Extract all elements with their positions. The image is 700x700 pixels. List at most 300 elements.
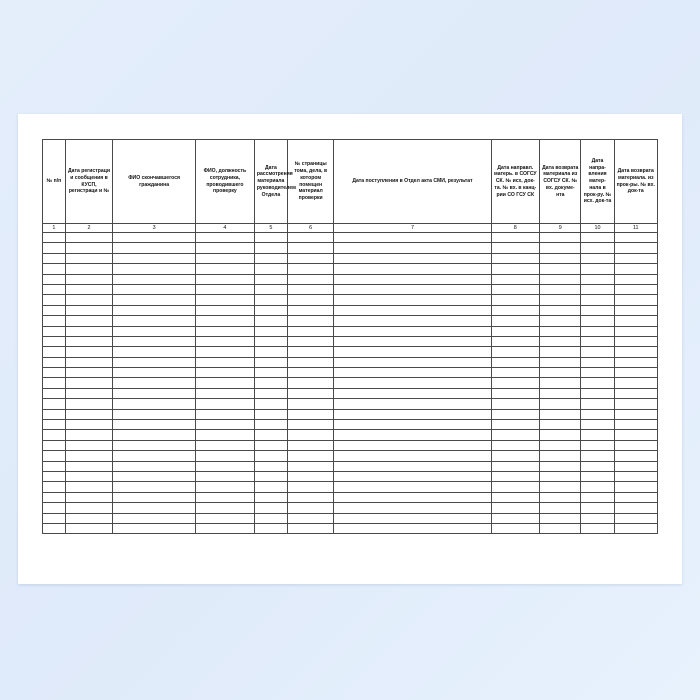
table-cell[interactable] <box>581 378 614 388</box>
table-cell[interactable] <box>113 409 196 419</box>
table-cell[interactable] <box>287 409 334 419</box>
table-cell[interactable] <box>334 233 491 243</box>
table-cell[interactable] <box>113 347 196 357</box>
table-cell[interactable] <box>113 482 196 492</box>
table-cell[interactable] <box>195 295 254 305</box>
table-cell[interactable] <box>254 503 287 513</box>
table-cell[interactable] <box>254 378 287 388</box>
table-cell[interactable] <box>113 440 196 450</box>
table-cell[interactable] <box>65 336 113 346</box>
table-cell[interactable] <box>43 471 66 481</box>
table-cell[interactable] <box>287 336 334 346</box>
table-cell[interactable] <box>540 420 581 430</box>
table-cell[interactable] <box>540 378 581 388</box>
table-row[interactable] <box>43 243 658 253</box>
table-cell[interactable] <box>195 482 254 492</box>
table-cell[interactable] <box>195 503 254 513</box>
table-cell[interactable] <box>540 399 581 409</box>
table-cell[interactable] <box>195 492 254 502</box>
table-cell[interactable] <box>195 316 254 326</box>
table-cell[interactable] <box>334 482 491 492</box>
table-cell[interactable] <box>614 420 658 430</box>
table-cell[interactable] <box>113 471 196 481</box>
table-cell[interactable] <box>614 461 658 471</box>
table-cell[interactable] <box>581 492 614 502</box>
table-cell[interactable] <box>195 451 254 461</box>
table-row[interactable] <box>43 471 658 481</box>
table-cell[interactable] <box>195 253 254 263</box>
table-cell[interactable] <box>287 399 334 409</box>
table-cell[interactable] <box>581 461 614 471</box>
table-cell[interactable] <box>614 513 658 523</box>
table-cell[interactable] <box>287 523 334 533</box>
table-cell[interactable] <box>334 295 491 305</box>
table-cell[interactable] <box>287 316 334 326</box>
table-cell[interactable] <box>287 326 334 336</box>
table-cell[interactable] <box>581 316 614 326</box>
table-cell[interactable] <box>43 264 66 274</box>
table-cell[interactable] <box>113 264 196 274</box>
table-cell[interactable] <box>195 368 254 378</box>
table-cell[interactable] <box>254 316 287 326</box>
table-cell[interactable] <box>614 440 658 450</box>
table-cell[interactable] <box>65 274 113 284</box>
table-cell[interactable] <box>113 243 196 253</box>
table-cell[interactable] <box>491 492 540 502</box>
table-cell[interactable] <box>113 430 196 440</box>
table-cell[interactable] <box>65 513 113 523</box>
table-cell[interactable] <box>113 492 196 502</box>
table-cell[interactable] <box>287 378 334 388</box>
table-cell[interactable] <box>581 513 614 523</box>
table-cell[interactable] <box>254 326 287 336</box>
table-row[interactable] <box>43 295 658 305</box>
table-cell[interactable] <box>43 523 66 533</box>
table-cell[interactable] <box>334 399 491 409</box>
table-cell[interactable] <box>113 305 196 315</box>
table-cell[interactable] <box>614 378 658 388</box>
table-cell[interactable] <box>540 440 581 450</box>
table-cell[interactable] <box>65 420 113 430</box>
table-cell[interactable] <box>195 461 254 471</box>
table-cell[interactable] <box>581 233 614 243</box>
table-cell[interactable] <box>43 347 66 357</box>
table-row[interactable] <box>43 420 658 430</box>
table-row[interactable] <box>43 503 658 513</box>
table-cell[interactable] <box>491 420 540 430</box>
table-cell[interactable] <box>65 451 113 461</box>
table-cell[interactable] <box>113 316 196 326</box>
table-cell[interactable] <box>43 451 66 461</box>
table-cell[interactable] <box>334 326 491 336</box>
table-cell[interactable] <box>614 482 658 492</box>
table-cell[interactable] <box>614 326 658 336</box>
table-cell[interactable] <box>254 399 287 409</box>
table-cell[interactable] <box>581 430 614 440</box>
table-cell[interactable] <box>43 461 66 471</box>
table-row[interactable] <box>43 316 658 326</box>
table-cell[interactable] <box>334 316 491 326</box>
table-cell[interactable] <box>614 284 658 294</box>
table-cell[interactable] <box>254 243 287 253</box>
table-cell[interactable] <box>491 409 540 419</box>
table-cell[interactable] <box>195 274 254 284</box>
table-cell[interactable] <box>287 430 334 440</box>
table-cell[interactable] <box>334 523 491 533</box>
table-cell[interactable] <box>43 440 66 450</box>
table-row[interactable] <box>43 264 658 274</box>
table-cell[interactable] <box>43 336 66 346</box>
table-cell[interactable] <box>43 430 66 440</box>
table-cell[interactable] <box>43 378 66 388</box>
table-row[interactable] <box>43 399 658 409</box>
table-cell[interactable] <box>65 233 113 243</box>
table-cell[interactable] <box>195 523 254 533</box>
table-cell[interactable] <box>113 336 196 346</box>
table-cell[interactable] <box>195 336 254 346</box>
table-cell[interactable] <box>43 368 66 378</box>
table-cell[interactable] <box>254 513 287 523</box>
table-cell[interactable] <box>614 243 658 253</box>
table-cell[interactable] <box>540 326 581 336</box>
table-cell[interactable] <box>113 388 196 398</box>
table-cell[interactable] <box>65 503 113 513</box>
table-cell[interactable] <box>491 274 540 284</box>
table-cell[interactable] <box>540 284 581 294</box>
table-row[interactable] <box>43 461 658 471</box>
table-row[interactable] <box>43 347 658 357</box>
table-cell[interactable] <box>540 451 581 461</box>
table-cell[interactable] <box>113 503 196 513</box>
table-cell[interactable] <box>195 399 254 409</box>
table-cell[interactable] <box>581 451 614 461</box>
table-cell[interactable] <box>43 316 66 326</box>
table-cell[interactable] <box>491 347 540 357</box>
table-cell[interactable] <box>614 357 658 367</box>
table-row[interactable] <box>43 430 658 440</box>
table-cell[interactable] <box>491 305 540 315</box>
table-cell[interactable] <box>254 347 287 357</box>
table-cell[interactable] <box>43 274 66 284</box>
table-cell[interactable] <box>581 399 614 409</box>
table-row[interactable] <box>43 326 658 336</box>
table-cell[interactable] <box>254 409 287 419</box>
table-cell[interactable] <box>581 347 614 357</box>
table-cell[interactable] <box>334 409 491 419</box>
table-cell[interactable] <box>540 513 581 523</box>
table-cell[interactable] <box>287 482 334 492</box>
table-cell[interactable] <box>614 492 658 502</box>
table-cell[interactable] <box>287 357 334 367</box>
table-cell[interactable] <box>491 503 540 513</box>
table-cell[interactable] <box>491 284 540 294</box>
table-cell[interactable] <box>491 523 540 533</box>
table-cell[interactable] <box>195 243 254 253</box>
table-cell[interactable] <box>491 461 540 471</box>
table-cell[interactable] <box>614 409 658 419</box>
table-row[interactable] <box>43 284 658 294</box>
table-cell[interactable] <box>540 233 581 243</box>
table-cell[interactable] <box>614 430 658 440</box>
table-cell[interactable] <box>113 523 196 533</box>
table-cell[interactable] <box>254 492 287 502</box>
table-cell[interactable] <box>287 440 334 450</box>
table-cell[interactable] <box>287 420 334 430</box>
table-cell[interactable] <box>65 440 113 450</box>
table-cell[interactable] <box>195 284 254 294</box>
table-cell[interactable] <box>65 326 113 336</box>
table-cell[interactable] <box>65 471 113 481</box>
table-cell[interactable] <box>540 492 581 502</box>
table-cell[interactable] <box>254 368 287 378</box>
table-cell[interactable] <box>113 461 196 471</box>
table-cell[interactable] <box>65 357 113 367</box>
table-cell[interactable] <box>254 482 287 492</box>
table-cell[interactable] <box>581 295 614 305</box>
table-cell[interactable] <box>287 305 334 315</box>
table-cell[interactable] <box>287 492 334 502</box>
table-cell[interactable] <box>540 316 581 326</box>
table-cell[interactable] <box>334 378 491 388</box>
table-row[interactable] <box>43 451 658 461</box>
table-cell[interactable] <box>113 399 196 409</box>
table-cell[interactable] <box>540 503 581 513</box>
table-cell[interactable] <box>491 316 540 326</box>
table-cell[interactable] <box>65 253 113 263</box>
table-cell[interactable] <box>65 399 113 409</box>
table-cell[interactable] <box>195 388 254 398</box>
table-row[interactable] <box>43 253 658 263</box>
table-cell[interactable] <box>195 326 254 336</box>
table-row[interactable] <box>43 378 658 388</box>
table-cell[interactable] <box>254 264 287 274</box>
table-cell[interactable] <box>540 482 581 492</box>
table-cell[interactable] <box>614 295 658 305</box>
table-cell[interactable] <box>334 305 491 315</box>
table-cell[interactable] <box>540 264 581 274</box>
table-row[interactable] <box>43 233 658 243</box>
table-cell[interactable] <box>65 461 113 471</box>
table-cell[interactable] <box>614 233 658 243</box>
table-cell[interactable] <box>254 420 287 430</box>
table-cell[interactable] <box>43 284 66 294</box>
table-cell[interactable] <box>334 471 491 481</box>
table-cell[interactable] <box>195 513 254 523</box>
table-cell[interactable] <box>195 440 254 450</box>
table-cell[interactable] <box>254 233 287 243</box>
table-cell[interactable] <box>43 492 66 502</box>
table-cell[interactable] <box>491 440 540 450</box>
table-cell[interactable] <box>254 336 287 346</box>
table-cell[interactable] <box>540 523 581 533</box>
table-cell[interactable] <box>540 430 581 440</box>
table-cell[interactable] <box>540 357 581 367</box>
table-cell[interactable] <box>491 399 540 409</box>
table-cell[interactable] <box>334 264 491 274</box>
table-cell[interactable] <box>43 233 66 243</box>
table-cell[interactable] <box>614 253 658 263</box>
table-cell[interactable] <box>491 513 540 523</box>
table-cell[interactable] <box>254 357 287 367</box>
table-cell[interactable] <box>491 451 540 461</box>
table-cell[interactable] <box>540 253 581 263</box>
table-cell[interactable] <box>113 378 196 388</box>
table-cell[interactable] <box>614 388 658 398</box>
table-cell[interactable] <box>540 368 581 378</box>
table-cell[interactable] <box>614 336 658 346</box>
table-cell[interactable] <box>113 233 196 243</box>
table-cell[interactable] <box>334 274 491 284</box>
table-cell[interactable] <box>334 347 491 357</box>
table-cell[interactable] <box>195 305 254 315</box>
table-cell[interactable] <box>581 368 614 378</box>
table-cell[interactable] <box>195 347 254 357</box>
table-row[interactable] <box>43 492 658 502</box>
table-cell[interactable] <box>614 347 658 357</box>
table-cell[interactable] <box>334 368 491 378</box>
table-cell[interactable] <box>581 284 614 294</box>
table-cell[interactable] <box>254 471 287 481</box>
table-cell[interactable] <box>491 336 540 346</box>
table-cell[interactable] <box>334 430 491 440</box>
table-cell[interactable] <box>65 305 113 315</box>
table-cell[interactable] <box>287 368 334 378</box>
table-cell[interactable] <box>287 243 334 253</box>
table-cell[interactable] <box>254 523 287 533</box>
table-cell[interactable] <box>43 243 66 253</box>
table-cell[interactable] <box>65 264 113 274</box>
table-row[interactable] <box>43 305 658 315</box>
table-cell[interactable] <box>113 326 196 336</box>
table-cell[interactable] <box>287 253 334 263</box>
table-cell[interactable] <box>43 513 66 523</box>
table-cell[interactable] <box>581 482 614 492</box>
table-cell[interactable] <box>43 326 66 336</box>
table-cell[interactable] <box>334 461 491 471</box>
table-cell[interactable] <box>334 451 491 461</box>
table-cell[interactable] <box>43 420 66 430</box>
table-cell[interactable] <box>334 253 491 263</box>
table-cell[interactable] <box>287 274 334 284</box>
table-cell[interactable] <box>581 264 614 274</box>
table-row[interactable] <box>43 368 658 378</box>
table-cell[interactable] <box>43 295 66 305</box>
table-cell[interactable] <box>287 503 334 513</box>
table-cell[interactable] <box>581 471 614 481</box>
table-cell[interactable] <box>113 451 196 461</box>
table-cell[interactable] <box>287 451 334 461</box>
table-cell[interactable] <box>195 420 254 430</box>
table-cell[interactable] <box>254 305 287 315</box>
table-cell[interactable] <box>581 420 614 430</box>
table-cell[interactable] <box>113 274 196 284</box>
table-cell[interactable] <box>113 253 196 263</box>
table-cell[interactable] <box>491 378 540 388</box>
table-cell[interactable] <box>334 420 491 430</box>
table-cell[interactable] <box>195 233 254 243</box>
table-cell[interactable] <box>43 482 66 492</box>
table-cell[interactable] <box>65 430 113 440</box>
table-row[interactable] <box>43 336 658 346</box>
table-cell[interactable] <box>43 409 66 419</box>
table-row[interactable] <box>43 482 658 492</box>
table-cell[interactable] <box>195 357 254 367</box>
table-cell[interactable] <box>614 503 658 513</box>
table-cell[interactable] <box>491 233 540 243</box>
table-cell[interactable] <box>334 357 491 367</box>
table-row[interactable] <box>43 274 658 284</box>
table-cell[interactable] <box>43 399 66 409</box>
table-row[interactable] <box>43 357 658 367</box>
table-cell[interactable] <box>254 295 287 305</box>
table-cell[interactable] <box>581 503 614 513</box>
table-cell[interactable] <box>287 388 334 398</box>
table-cell[interactable] <box>65 409 113 419</box>
table-cell[interactable] <box>614 316 658 326</box>
table-cell[interactable] <box>614 305 658 315</box>
table-cell[interactable] <box>614 471 658 481</box>
table-cell[interactable] <box>43 388 66 398</box>
table-cell[interactable] <box>491 253 540 263</box>
table-cell[interactable] <box>540 274 581 284</box>
table-cell[interactable] <box>334 440 491 450</box>
table-cell[interactable] <box>334 243 491 253</box>
table-cell[interactable] <box>195 264 254 274</box>
table-cell[interactable] <box>65 368 113 378</box>
table-cell[interactable] <box>540 336 581 346</box>
table-cell[interactable] <box>581 523 614 533</box>
table-cell[interactable] <box>491 482 540 492</box>
table-cell[interactable] <box>334 513 491 523</box>
table-cell[interactable] <box>113 357 196 367</box>
table-cell[interactable] <box>491 430 540 440</box>
table-cell[interactable] <box>113 513 196 523</box>
table-cell[interactable] <box>113 284 196 294</box>
table-cell[interactable] <box>65 295 113 305</box>
table-cell[interactable] <box>540 461 581 471</box>
table-cell[interactable] <box>287 513 334 523</box>
table-cell[interactable] <box>491 264 540 274</box>
table-cell[interactable] <box>287 264 334 274</box>
table-cell[interactable] <box>581 388 614 398</box>
table-cell[interactable] <box>254 451 287 461</box>
table-cell[interactable] <box>254 461 287 471</box>
table-cell[interactable] <box>254 440 287 450</box>
table-cell[interactable] <box>581 274 614 284</box>
table-cell[interactable] <box>540 347 581 357</box>
table-cell[interactable] <box>491 471 540 481</box>
table-cell[interactable] <box>581 440 614 450</box>
table-cell[interactable] <box>65 284 113 294</box>
table-cell[interactable] <box>614 264 658 274</box>
table-cell[interactable] <box>287 347 334 357</box>
table-cell[interactable] <box>113 295 196 305</box>
table-cell[interactable] <box>491 295 540 305</box>
table-cell[interactable] <box>491 243 540 253</box>
table-cell[interactable] <box>65 388 113 398</box>
table-cell[interactable] <box>65 378 113 388</box>
table-cell[interactable] <box>334 492 491 502</box>
table-cell[interactable] <box>540 243 581 253</box>
table-cell[interactable] <box>614 451 658 461</box>
table-cell[interactable] <box>581 243 614 253</box>
table-cell[interactable] <box>581 305 614 315</box>
table-cell[interactable] <box>334 336 491 346</box>
table-cell[interactable] <box>581 326 614 336</box>
table-cell[interactable] <box>540 295 581 305</box>
table-cell[interactable] <box>287 233 334 243</box>
table-cell[interactable] <box>254 253 287 263</box>
